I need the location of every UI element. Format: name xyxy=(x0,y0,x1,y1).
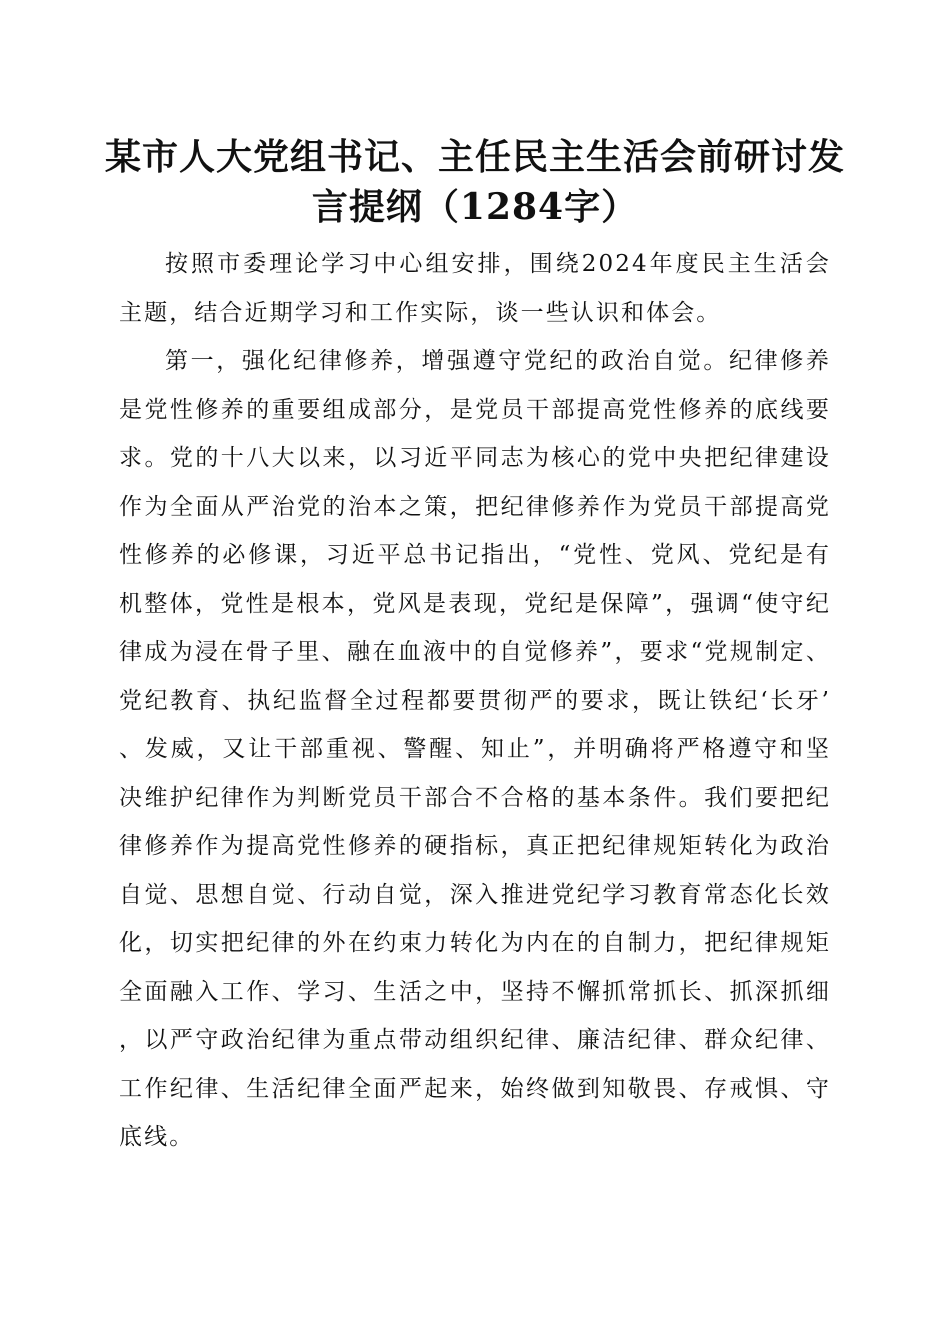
document-body xyxy=(119,240,831,1162)
paragraph-first-point: 第一，强化纪律修养，增强遵守党纪的政治自觉。纪律修养是党性修养的重要组成部分，是党员干部提高党性修养的底线要求。党的十八大以来，以习近平同志为核心的党中央把纪律建设作为全面从严治党的治本之策，把纪律修养作为党员干部提高党性修养的必修课，习近平总书记指出，“党性、党风、党纪是有机整体，党性是根本，党风是表现，党纪是保障”，强调“使守纪律成为浸在骨子里、融在血液中的自觉修养”，要求“党规制定、党纪教育、执纪监督全过程都要贯彻严的要求，既让铁纪‘长牙’、发威，又让干部重视、警醒、知止”，并明确将严格遵守和坚决维护纪律作为判断党员干部合不合格的基本条件。我们要把纪律修养作为提高党性修养的硬指标，真正把纪律规矩转化为政治自觉、思想自觉、行动自觉，深入推进党纪学习教育常态化长效化，切实把纪律的外在约束力转化为内在的自制力，把纪律规矩全面融入工作、学习、生活之中，坚持不懈抓常抓长、抓深抓细，以严守政治纪律为重点带动组织纪律、廉洁纪律、群众纪律、工作纪律、生活纪律全面严起来，始终做到知敬畏、存戒惧、守底线。 xyxy=(119,348,831,1150)
paragraph-intro: 按照市委理论学习中心组安排，围绕2024年度民主生活会主题，结合近期学习和工作实际，谈一些认识和体会。 xyxy=(119,251,831,326)
document-title: 某市人大党组书记、主任民主生活会前研讨发言提纲（1284字） xyxy=(104,136,845,228)
